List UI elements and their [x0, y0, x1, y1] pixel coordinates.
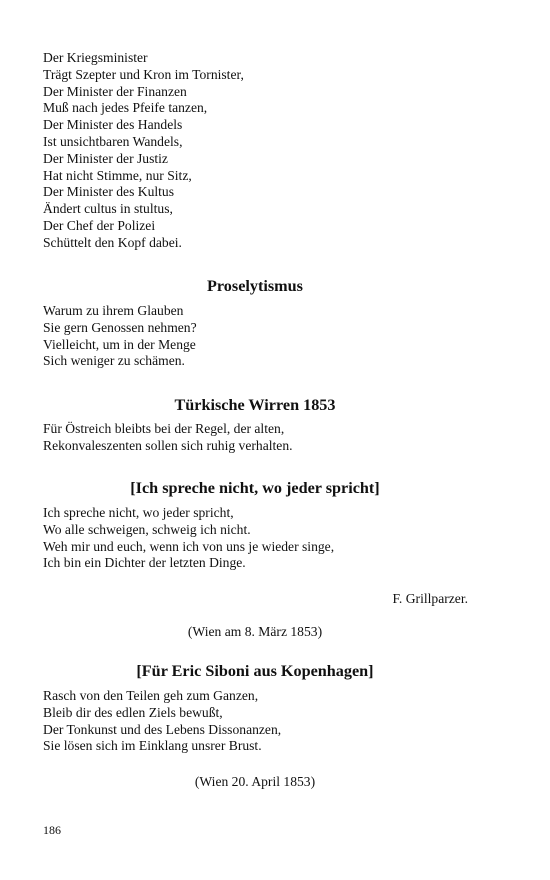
poem-title-ich-spreche-nicht: [Ich spreche nicht, wo jeder spricht] — [130, 479, 380, 497]
poem-line: Warum zu ihrem Glauben — [43, 303, 184, 318]
poem-line: Der Chef der Polizei — [43, 217, 156, 233]
poem-line: Wo alle schweigen, schweig ich nicht. — [43, 521, 251, 537]
dateline: (Wien 20. April 1853) — [194, 774, 316, 789]
poem-line: Der Kriegsminister — [43, 50, 148, 65]
poem-ministers — [43, 50, 503, 252]
poem-ich-spreche-nicht — [43, 505, 503, 572]
poem-line: Schüttelt den Kopf dabei. — [43, 234, 182, 250]
poem-title-tuerkische-wirren: Türkische Wirren 1853 — [174, 396, 336, 414]
poem-line: Sie lösen sich im Einklang unsrer Brust. — [43, 738, 262, 754]
poem-line: Weh mir und euch, wenn ich von uns je wieder singe, — [43, 538, 335, 554]
poem-line: Ist unsichtbaren Wandels, — [43, 133, 183, 149]
poem-line: Der Minister des Handels — [43, 117, 183, 133]
poem-title-proselytismus: Proselytismus — [207, 277, 303, 295]
page-number: 186 — [43, 823, 61, 837]
poem-line: Ändert cultus in stultus, — [43, 201, 173, 217]
author-signature: F. Grillparzer. — [392, 591, 468, 606]
poem-line: Ich spreche nicht, wo jeder spricht, — [43, 505, 234, 520]
poem-title-eric-siboni: [Für Eric Siboni aus Kopenhagen] — [136, 662, 374, 680]
poem-proselytismus — [43, 303, 503, 370]
poem-line: Sie gern Genossen nehmen? — [43, 319, 197, 335]
poem-line: Rekonvaleszenten sollen sich ruhig verhalten. — [43, 437, 293, 453]
poem-line: Muß nach jedes Pfeife tanzen, — [43, 100, 208, 116]
dateline: (Wien am 8. März 1853) — [187, 624, 323, 639]
poem-eric-siboni — [43, 688, 503, 755]
poem-line: Der Minister der Finanzen — [43, 83, 187, 99]
poem-line: Bleib dir des edlen Ziels bewußt, — [43, 704, 223, 720]
poem-line: Ich bin ein Dichter der letzten Dinge. — [43, 555, 246, 571]
poem-line: Für Östreich bleibts bei der Regel, der alten, — [43, 421, 285, 436]
poem-line: Vielleicht, um in der Menge — [43, 336, 196, 352]
poem-line: Der Tonkunst und des Lebens Dissonanzen, — [43, 721, 282, 737]
poem-line: Sich weniger zu schämen. — [43, 353, 185, 369]
poem-tuerkische-wirren — [43, 421, 503, 455]
poem-line: Der Minister der Justiz — [43, 150, 168, 166]
poem-line: Der Minister des Kultus — [43, 184, 175, 200]
poem-line: Rasch von den Teilen geh zum Ganzen, — [43, 688, 259, 703]
poem-line: Trägt Szepter und Kron im Tornister, — [43, 66, 244, 82]
poem-line: Hat nicht Stimme, nur Sitz, — [43, 167, 192, 183]
